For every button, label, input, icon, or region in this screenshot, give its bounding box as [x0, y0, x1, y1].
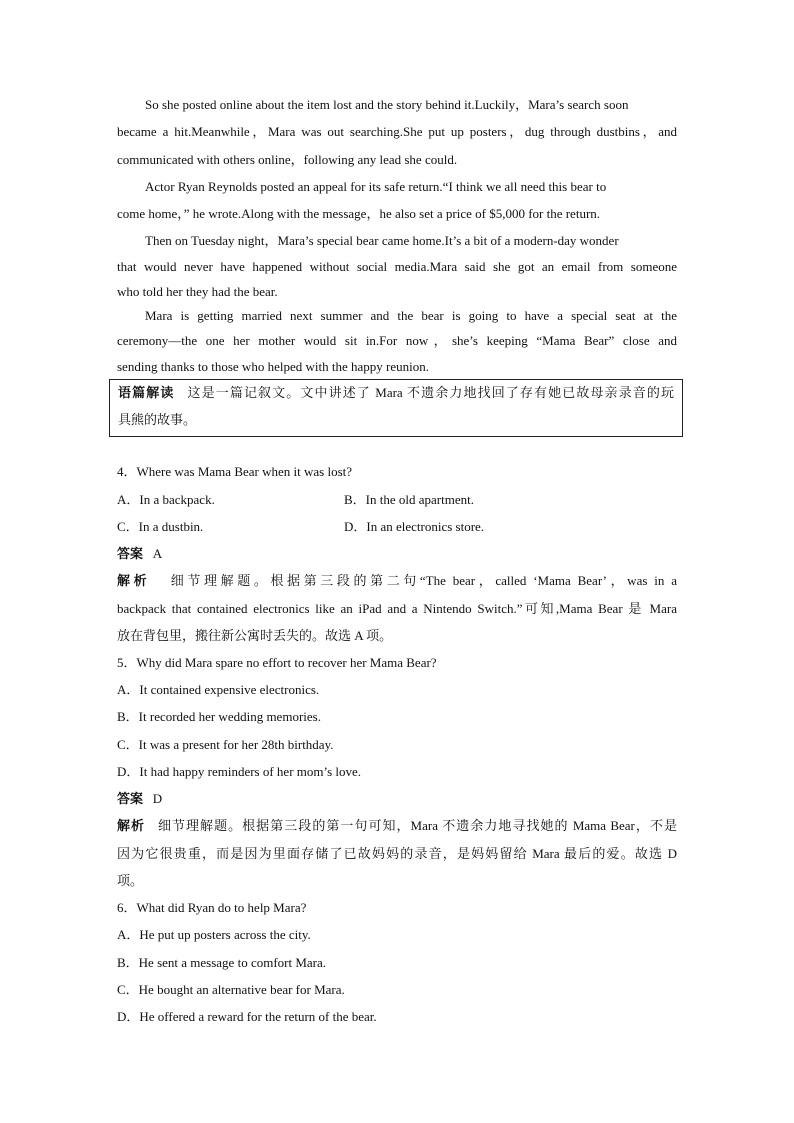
- passage-line: became a hit.Meanwhile，Mara was out searching.She put up posters，dug through dustbins，and: [117, 124, 677, 139]
- summary-box: [109, 379, 683, 437]
- analysis-line: 因为它很贵重，而是因为里面存储了已故妈妈的录音，是妈妈留给 Mara 最后的爱。故选 D: [117, 846, 677, 861]
- option-c: C．He bought an alternative bear for Mara.: [117, 982, 345, 997]
- answer-value: D: [152, 791, 163, 806]
- option-a: A．It contained expensive electronics.: [117, 682, 320, 697]
- answer-label: 答案: [117, 791, 144, 806]
- analysis-text: 细节理解题。根据第三段的第一句可知，Mara 不遗余力地寻找她的 Mama Bear，不是: [157, 818, 677, 833]
- analysis-label: 解析: [117, 573, 151, 588]
- analysis-line: 项。: [117, 873, 144, 888]
- analysis-line: backpack that contained electronics like an iPad and a Nintendo Switch.”可知,Mama Bear 是 Mara: [117, 601, 677, 616]
- summary-label: 语篇解读: [118, 385, 175, 400]
- passage-line: ceremony—the one her mother would sit in.For now，she’s keeping “Mama Bear” close and: [117, 333, 677, 348]
- answer-label: 答案: [117, 546, 144, 561]
- analysis-line: [117, 818, 677, 834]
- passage-line: communicated with others online，following any lead she could.: [117, 152, 458, 167]
- option-d: D．In an electronics store.: [344, 519, 485, 534]
- answer-line: [117, 791, 162, 807]
- passage-line: Then on Tuesday night，Mara’s special bear came home.It’s a bit of a modern-day wonder: [145, 233, 619, 248]
- option-b: B．It recorded her wedding memories.: [117, 709, 321, 724]
- option-d: D．It had happy reminders of her mom’s love.: [117, 764, 362, 779]
- option-a: A．In a backpack.: [117, 492, 215, 507]
- analysis-line: 放在背包里，搬往新公寓时丢失的。故选 A 项。: [117, 628, 393, 643]
- passage-line: So she posted online about the item lost and the story behind it.Luckily，Mara’s search soon: [145, 97, 629, 112]
- analysis-text: 细节理解题。根据第三段的第二句“The bear，called ‘Mama Bear’，was in a: [170, 573, 677, 588]
- option-c: C．In a dustbin.: [117, 519, 204, 534]
- summary-line: 具熊的故事。: [118, 412, 197, 427]
- passage-line: come home，” he wrote.Along with the message，he also set a price of $5,000 for the return.: [117, 206, 601, 221]
- passage-line: sending thanks to those who helped with the happy reunion.: [117, 359, 429, 374]
- question-stem: 6．What did Ryan do to help Mara?: [117, 900, 307, 915]
- analysis-line: [117, 573, 677, 589]
- passage-line: who told her they had the bear.: [117, 284, 278, 299]
- answer-value: A: [152, 546, 163, 561]
- option-d: D．He offered a reward for the return of the bear.: [117, 1009, 377, 1024]
- answer-line: [117, 546, 162, 562]
- summary-text: 这是一篇记叙文。文中讲述了 Mara 不遗余力地找回了存有她已故母亲录音的玩: [187, 385, 674, 400]
- option-c: C．It was a present for her 28th birthday.: [117, 737, 334, 752]
- passage-line: Actor Ryan Reynolds posted an appeal for its safe return.“I think we all need this bear to: [145, 179, 607, 194]
- question-stem: 4．Where was Mama Bear when it was lost?: [117, 464, 353, 479]
- passage-line: Mara is getting married next summer and the bear is going to have a special seat at the: [145, 308, 677, 323]
- summary-line: [118, 385, 674, 401]
- option-a: A．He put up posters across the city.: [117, 927, 311, 942]
- question-stem: 5．Why did Mara spare no effort to recover her Mama Bear?: [117, 655, 437, 670]
- analysis-label: 解析: [117, 818, 146, 833]
- option-b: B．He sent a message to comfort Mara.: [117, 955, 327, 970]
- passage-line: that would never have happened without social media.Mara said she got an email from someone: [117, 259, 677, 274]
- option-b: B．In the old apartment.: [344, 492, 474, 507]
